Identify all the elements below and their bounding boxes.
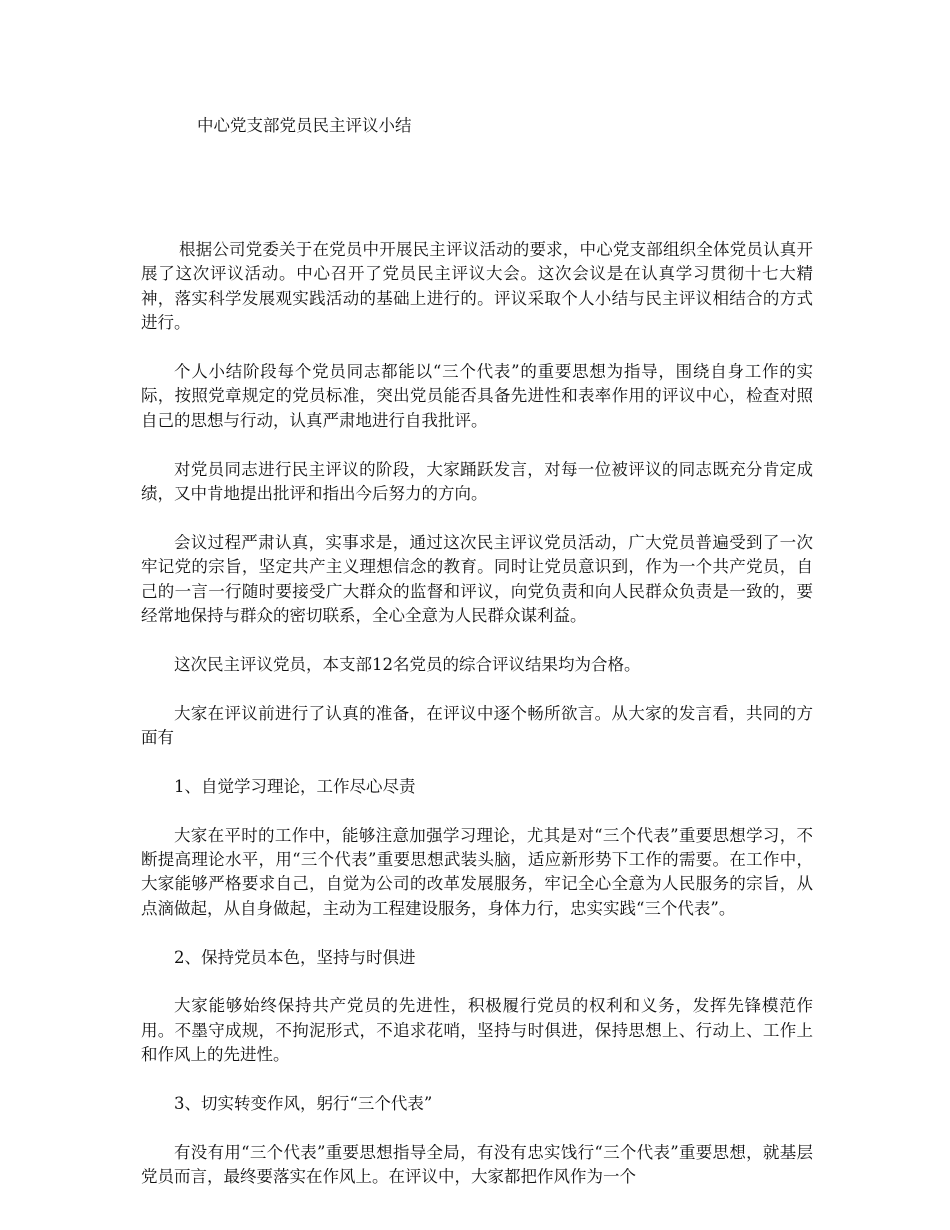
paragraph-section-2: 大家能够始终保持共产党员的先进性，积极履行党员的权利和义务，发挥先锋模范作用。不墨守成规，不拘泥形式，不追求花哨，坚持与时俱进，保持思想上、行动上、工作上和作风上的先进性。 [141, 996, 813, 1065]
paragraph-section-1: 大家在平时的工作中，能够注意加强学习理论，尤其是对“三个代表”重要思想学习，不断提高理论水平，用“三个代表”重要思想武装头脑，适应新形势下工作的需要。在工作中，大家能够严格要求自己，自觉为公司的改革发展服务，牢记全心全意为人民服务的宗旨，从点滴做起，从自身做起，主动为工程建设服务，身体力行，忠实实践“三个代表”。 [141, 825, 813, 918]
paragraph-result: 这次民主评议党员，本支部12名党员的综合评议结果均为合格。 [174, 654, 641, 674]
document-title: 中心党支部党员民主评议小结 [197, 116, 412, 135]
paragraph-democratic-review: 对党员同志进行民主评议的阶段，大家踊跃发言，对每一位被评议的同志既充分肯定成绩，又中肯地提出批评和指出今后努力的方向。 [141, 459, 813, 504]
section-heading-3: 3、切实转变作风，躬行“三个代表” [174, 1094, 433, 1114]
document-body [141, 238, 813, 1214]
section-heading-2: 2、保持党员本色，坚持与时俱进 [174, 947, 416, 967]
section-heading-1: 1、自觉学习理论，工作尽心尽责 [174, 776, 416, 796]
paragraph-intro: 根据公司党委关于在党员中开展民主评议活动的要求，中心党支部组织全体党员认真开展了这次评议活动。中心召开了党员民主评议大会。这次会议是在认真学习贯彻十七大精神，落实科学发展观实践活动的基础上进行的。评议采取个人小结与民主评议相结合的方式进行。 [141, 240, 813, 333]
paragraph-section-3: 有没有用“三个代表”重要思想指导全局，有没有忠实饯行“三个代表”重要思想，就基层党员而言，最终要落实在作风上。在评议中，大家都把作风作为一个 [141, 1142, 813, 1187]
paragraph-common-aspects: 大家在评议前进行了认真的准备，在评议中逐个畅所欲言。从大家的发言看，共同的方面有 [141, 703, 813, 748]
paragraph-self-summary: 个人小结阶段每个党员同志都能以“三个代表”的重要思想为指导，围绕自身工作的实际，按照党章规定的党员标准，突出党员能否具备先进性和表率作用的评议中心，检查对照自己的思想与行动，认真严肃地进行自我批评。 [141, 362, 813, 430]
paragraph-meeting-process: 会议过程严肃认真，实事求是，通过这次民主评议党员活动，广大党员普遍受到了一次牢记党的宗旨，坚定共产主义理想信念的教育。同时让党员意识到，作为一个共产党员，自己的一言一行随时要接受广大群众的监督和评议，向党负责和向人民群众负责是一致的，要经常地保持与群众的密切联系，全心全意为人民群众谋利益。 [141, 532, 813, 626]
